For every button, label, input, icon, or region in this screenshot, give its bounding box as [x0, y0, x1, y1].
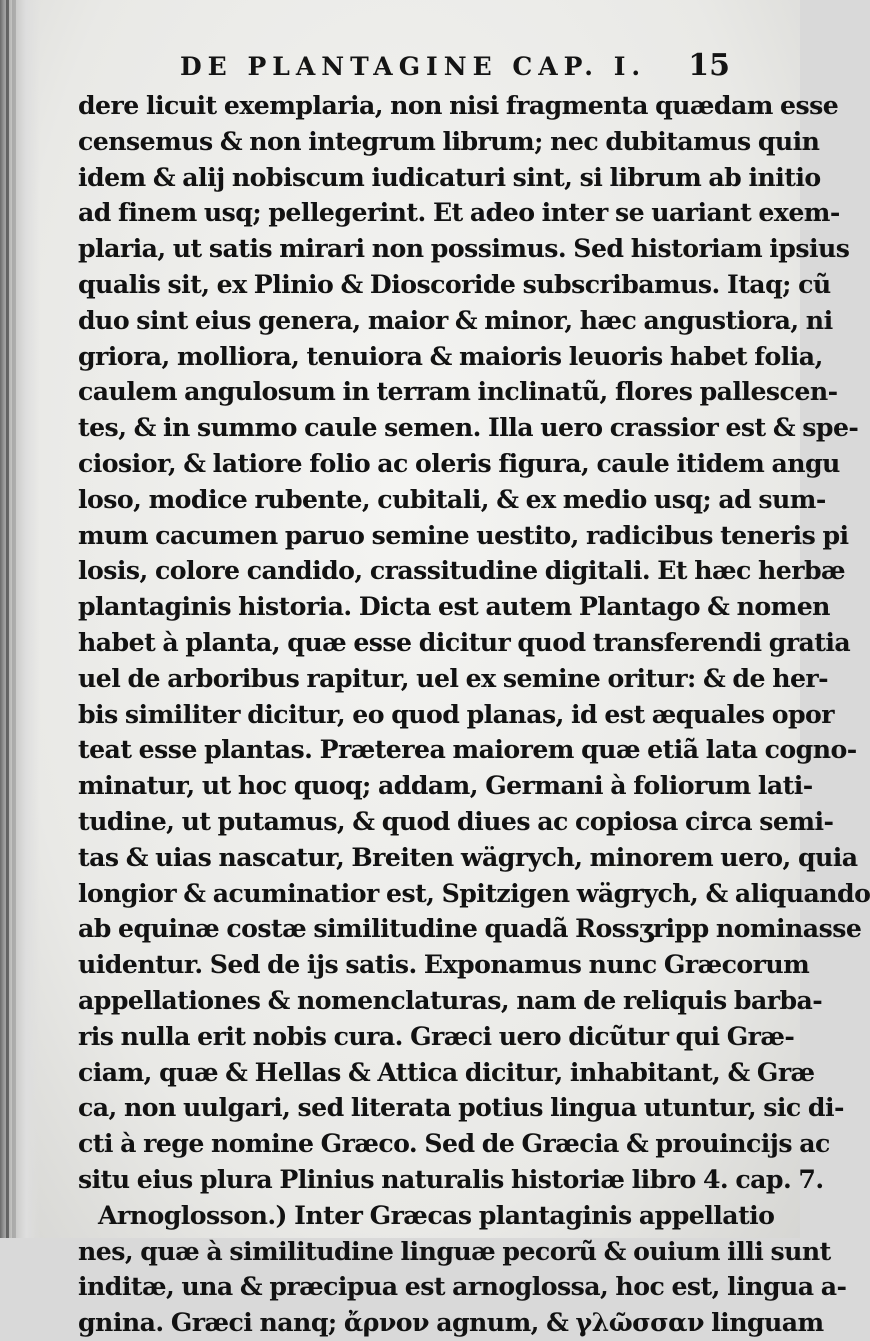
page-header	[80, 48, 730, 92]
text-line: censemus & non integrum librum; nec dubitamus quin	[78, 125, 820, 156]
text-line: qualis sit, ex Plinio & Dioscoride subscribamus. Itaq; cũ	[78, 268, 831, 299]
text-line: tas & uias nascatur, Breiten wägrych, minorem uero, quia	[78, 841, 858, 872]
text-line: uel de arboribus rapitur, uel ex semine oritur: & de her-	[78, 662, 829, 693]
text-line: minatur, ut hoc quoq; addam, Germani à foliorum lati-	[78, 770, 813, 801]
running-head: DE PLANTAGINE CAP. I.	[180, 52, 647, 81]
body-text	[78, 88, 870, 1341]
text-line: dere licuit exemplaria, non nisi fragmenta quædam esse	[78, 90, 839, 120]
text-line: ciosior, & latiore folio ac oleris figura, caule itidem angu	[78, 447, 840, 478]
text-line: situ eius plura Plinius naturalis historiæ libro 4. cap. 7.	[78, 1163, 824, 1194]
text-line: tudine, ut putamus, & quod diues ac copiosa circa semi-	[78, 805, 834, 836]
text-line: losis, colore candido, crassitudine digitali. Et hæc herbæ	[78, 555, 846, 586]
page-number: 15	[688, 48, 730, 83]
text-line: bis similiter dicitur, eo quod planas, id est æquales opor	[78, 698, 834, 729]
text-line: ciam, quæ & Hellas & Attica dicitur, inhabitant, & Græ	[78, 1056, 815, 1087]
text-line: cti à rege nomine Græco. Sed de Græcia & prouincijs ac	[78, 1128, 830, 1159]
text-line: gnina. Græci nanq; ἄρνον agnum, & γλῶσσαν linguam	[78, 1307, 824, 1338]
text-line: griora, molliora, tenuiora & maioris leuoris habet folia,	[78, 340, 823, 371]
text-line: ca, non uulgari, sed literata potius lingua utuntur, sic di-	[78, 1092, 844, 1123]
text-line: plaria, ut satis mirari non possimus. Sed historiam ipsius	[78, 233, 850, 264]
text-line: plantaginis historia. Dicta est autem Plantago & nomen	[78, 591, 830, 622]
text-line: caulem angulosum in terram inclinatũ, flores pallescen-	[78, 376, 838, 407]
text-line: teat esse plantas. Præterea maiorem quæ etiã lata cogno-	[78, 734, 857, 765]
text-line: ad finem usq; pellegerint. Et adeo inter se uariant exem-	[78, 197, 840, 228]
text-line: inditæ, una & præcipua est arnoglossa, hoc est, lingua a-	[78, 1271, 847, 1302]
text-line: ab equinæ costæ similitudine quadã Rossʒripp nominasse	[78, 913, 862, 944]
text-line: idem & alij nobiscum iudicaturi sint, si librum ab initio	[78, 161, 821, 192]
text-line: ris nulla erit nobis cura. Græci uero dicũtur qui Græ-	[78, 1020, 795, 1051]
text-line: loso, modice rubente, cubitali, & ex medio usq; ad sum-	[78, 483, 826, 514]
text-line: mum cacumen paruo semine uestito, radicibus teneris pi	[78, 519, 849, 550]
text-line: habet à planta, quæ esse dicitur quod transferendi gratia	[78, 626, 851, 657]
binding-bleed	[12, 0, 16, 1238]
text-line: nes, quæ à similitudine linguæ pecorũ & ouium illi sunt	[78, 1235, 831, 1266]
text-line: longior & acuminatior est, Spitzigen wägrych, & aliquando	[78, 877, 870, 908]
text-line: tes, & in summo caule semen. Illa uero crassior est & spe-	[78, 412, 859, 443]
text-line: Arnoglosson.) Inter Græcas plantaginis appellatio	[98, 1199, 775, 1230]
text-line: uidentur. Sed de ijs satis. Exponamus nunc Græcorum	[78, 949, 810, 980]
text-line: duo sint eius genera, maior & minor, hæc angustiora, ni	[78, 304, 833, 335]
binding-shadow-line	[6, 0, 9, 1238]
text-line: appellationes & nomenclaturas, nam de reliquis barba-	[78, 984, 823, 1015]
